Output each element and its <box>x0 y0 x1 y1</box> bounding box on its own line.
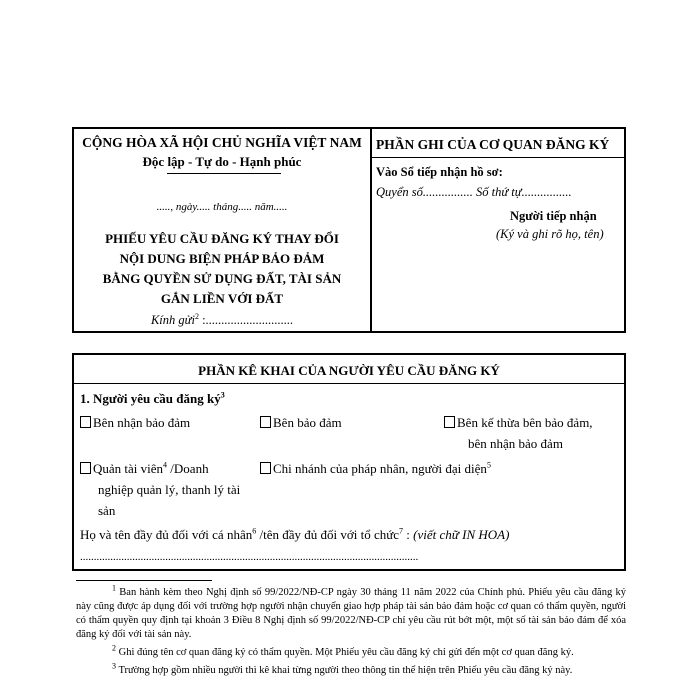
intake-label: Vào Sổ tiếp nhận hồ sơ: <box>376 165 503 179</box>
header-right-box <box>370 127 626 333</box>
header-left-box <box>72 127 372 333</box>
full-name-label: Họ và tên đầy đủ đối với cá nhân$^6$ /tên đầy đủ đối với tổ chức$^7$ : (viết chữ IN HOA) <box>80 526 510 542</box>
successor-checkbox[interactable] <box>444 416 455 428</box>
option-administrator-line2: nghiệp quản lý, thanh lý tài <box>98 482 241 497</box>
receiver-note: (Ký và ghi rõ họ, tên) <box>496 227 604 241</box>
option-administrator-line3: sản <box>98 503 116 518</box>
option-successor[interactable]: Bên kế thừa bên bảo đảm, <box>444 415 593 431</box>
motto: Độc lập - Tự do - Hạnh phúc <box>142 154 302 169</box>
branch-checkbox[interactable] <box>260 462 271 474</box>
book-number-line: Quyển số................ Số thứ tự................ <box>376 185 572 199</box>
footnote-2: $^2$ Ghi đúng tên cơ quan đăng ký có thẩm quyền. Một Phiếu yêu cầu đăng ký chỉ gửi đến một cơ quan đăng ký. <box>112 643 574 658</box>
footnotes <box>76 583 626 678</box>
country-name: CỘNG HÒA XÃ HỘI CHỦ NGHĨA VIỆT NAM <box>82 135 362 150</box>
registry-section-title: PHẦN GHI CỦA CƠ QUAN ĐĂNG KÝ <box>376 137 610 152</box>
footnote-3: $^3$ Trường hợp gồm nhiều người thì kê khai từng người theo thông tin thể hiện trên Phiếu yêu cầu đăng ký này. <box>112 661 573 676</box>
option-grantor[interactable]: Bên bảo đảm <box>260 415 342 431</box>
form-title: PHIẾU YÊU CẦU ĐĂNG KÝ THAY ĐỔI NỘI DUNG BIỆN PHÁP BẢO ĐẢM BẰNG QUYỀN SỬ DỤNG ĐẤT, TÀI SẢN GẮN LIỀN VỚI ĐẤT <box>102 231 342 306</box>
declaration-box <box>72 353 626 571</box>
addressee-line: Kính gửi$^2$ :............................ <box>150 311 294 327</box>
receiver-label: Người tiếp nhận <box>510 209 597 223</box>
date-line: ....., ngày..... tháng..... năm..... <box>156 201 288 213</box>
footnote-separator <box>76 580 212 581</box>
declaration-divider <box>74 383 624 384</box>
option-administrator[interactable]: Quản tài viên$^4$ /Doanh <box>80 461 209 477</box>
administrator-checkbox[interactable] <box>80 462 91 474</box>
full-name-input[interactable]: ........................................................................................................................... <box>80 551 419 563</box>
motto-underline <box>167 173 281 174</box>
option-successor-line2: bên nhận bảo đảm <box>468 436 563 451</box>
option-branch[interactable]: Chi nhánh của pháp nhân, người đại diện$^5$ <box>260 461 491 477</box>
option-secured-party[interactable]: Bên nhận bảo đảm <box>80 415 190 431</box>
grantor-checkbox[interactable] <box>260 416 271 428</box>
declaration-title: PHẦN KÊ KHAI CỦA NGƯỜI YÊU CẦU ĐĂNG KÝ <box>198 363 500 378</box>
registry-title-divider <box>372 157 624 158</box>
secured-party-checkbox[interactable] <box>80 416 91 428</box>
section1-label: 1. Người yêu cầu đăng $ký^3$ <box>80 390 225 406</box>
footnote-1: $^1$ Ban hành kèm theo Nghị định số 99/2022/NĐ-CP ngày 30 tháng 11 năm 2022 của Chính phủ. Phiếu yêu cầu đăng ký này cũng được áp dụng đối với trường hợp người nhận chuyển giao hợp pháp tài sản bảo đảm hoặc cơ quan có thẩm quyền, người có thẩm quyền quy định tại khoản 3 Điều 8 Nghị định số 99/2022/NĐ-CP chỉ yêu cầu rút bớt một, một số tài sản bảo đảm để xóa đăng ký đối với tài sản này. <box>76 583 626 640</box>
